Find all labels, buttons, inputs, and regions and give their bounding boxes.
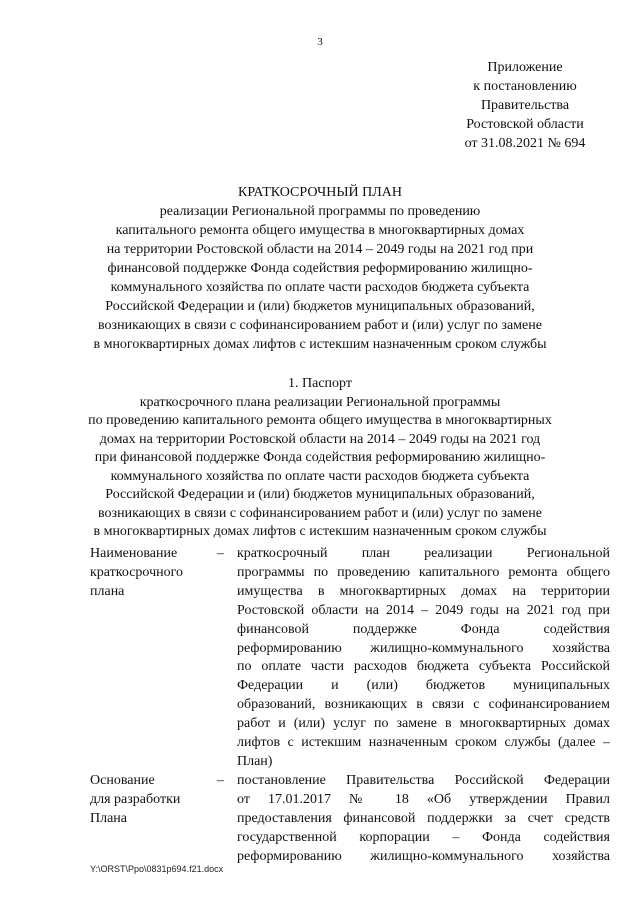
passport-title-line: по проведению капитального ремонта общего имущества в многоквартирных xyxy=(88,413,552,428)
plan-title-line: в многоквартирных домах лифтов с истекшим назначенным сроком службы xyxy=(93,337,547,352)
passport-title-line: коммунального хозяйства по оплате части расходов бюджета субъекта xyxy=(110,468,530,484)
row-label xyxy=(90,545,200,602)
row-value-line: имущества в многоквартирных домах на территории xyxy=(237,583,610,599)
row-value-line: образований, возникающих в связи с софинансированием xyxy=(237,697,610,713)
row-label-line: Основание xyxy=(90,773,155,788)
row-value-line: работ и (или) услуг по замене в многоквартирных домах xyxy=(237,716,610,732)
passport-title-line: Российской Федерации и (или) бюджетов муниципальных образований, xyxy=(105,487,535,502)
appendix-line: Приложение xyxy=(487,60,563,75)
row-value-line: от 17.01.2017 № 18 «Об утверждении Правил xyxy=(237,791,610,807)
plan-title-line: возникающих в связи с софинансированием работ и (или) услуг по замене xyxy=(98,318,542,333)
row-value-line: лифтов с истекшим назначенным сроком службы (далее – xyxy=(237,735,610,751)
row-dash: – xyxy=(217,546,224,561)
passport-title-line: домах на территории Ростовской области на 2014 – 2049 годы на 2021 год xyxy=(99,431,541,447)
passport-title-line: возникающих в связи с софинансированием работ и (или) услуг по замене xyxy=(98,505,542,521)
row-value-line: финансовой поддержке Фонда содействия xyxy=(237,621,610,637)
row-label-line: Плана xyxy=(90,810,128,826)
row-label xyxy=(90,772,200,829)
passport-heading: 1. Паспорт xyxy=(288,376,352,391)
passport-title-line: в многоквартирных домах лифтов с истекшим назначенным сроком службы xyxy=(93,524,547,539)
row-value-line: План) xyxy=(237,753,273,769)
row-value xyxy=(237,545,610,772)
passport-title-line: при финансовой поддержке Фонда содействия реформированию жилищно- xyxy=(94,450,546,465)
row-value-line: постановление Правительства Российской Федерации xyxy=(237,773,610,788)
row-value-line: реформированию жилищно-коммунального хозяйства xyxy=(237,848,610,864)
row-value-line: программы по проведению капитального ремонта общего xyxy=(237,564,610,580)
plan-title-line: финансовой поддержке Фонда содействия реформированию жилищно- xyxy=(107,261,533,276)
row-dash: – xyxy=(217,773,224,788)
passport-title-block xyxy=(70,375,570,542)
row-value xyxy=(237,772,610,867)
file-path-footer: Y:\ORST\Ppo\0831p694.f21.docx xyxy=(90,864,224,874)
appendix-block xyxy=(440,58,610,153)
plan-title-block xyxy=(70,183,570,354)
appendix-line: от 31.08.2021 № 694 xyxy=(464,136,586,151)
row-value-line: Федерации и (или) бюджетов муниципальных xyxy=(237,678,610,694)
appendix-line: к постановлению xyxy=(473,79,577,94)
plan-title-line: коммунального хозяйства по оплате части расходов бюджета субъекта xyxy=(110,280,530,295)
passport-title-line: краткосрочного плана реализации Региональной программы xyxy=(139,394,501,410)
appendix-line: Ростовской области xyxy=(466,117,584,132)
row-value-line: предоставления финансовой поддержки за счет средств xyxy=(237,810,610,826)
row-value-line: Ростовской области на 2014 – 2049 годы на 2021 год при xyxy=(237,602,610,618)
page-number: 3 xyxy=(317,36,323,48)
row-value-line: краткосрочный план реализации Региональной xyxy=(237,546,610,561)
appendix-line: Правительства xyxy=(480,98,570,113)
row-value-line: по оплате части расходов бюджета субъекта Российской xyxy=(237,659,610,675)
row-label-line: для разработки xyxy=(90,791,181,807)
plan-title-line: Российской Федерации и (или) бюджетов муниципальных образований, xyxy=(105,299,535,314)
plan-title-line: реализации Региональной программы по проведению xyxy=(159,204,481,219)
row-label-line: плана xyxy=(90,583,125,599)
row-label-line: Наименование xyxy=(90,546,178,561)
plan-title-line: на территории Ростовской области на 2014 – 2049 годы на 2021 год при xyxy=(106,242,534,257)
row-value-line: государственной корпорации – Фонда содействия xyxy=(237,829,610,845)
row-value-line: реформированию жилищно-коммунального хозяйства xyxy=(237,640,610,656)
plan-title-line: капитального ремонта общего имущества в многоквартирных домах xyxy=(115,223,525,238)
plan-title-heading: КРАТКОСРОЧНЫЙ ПЛАН xyxy=(238,185,402,200)
row-label-line: краткосрочного xyxy=(90,564,183,580)
